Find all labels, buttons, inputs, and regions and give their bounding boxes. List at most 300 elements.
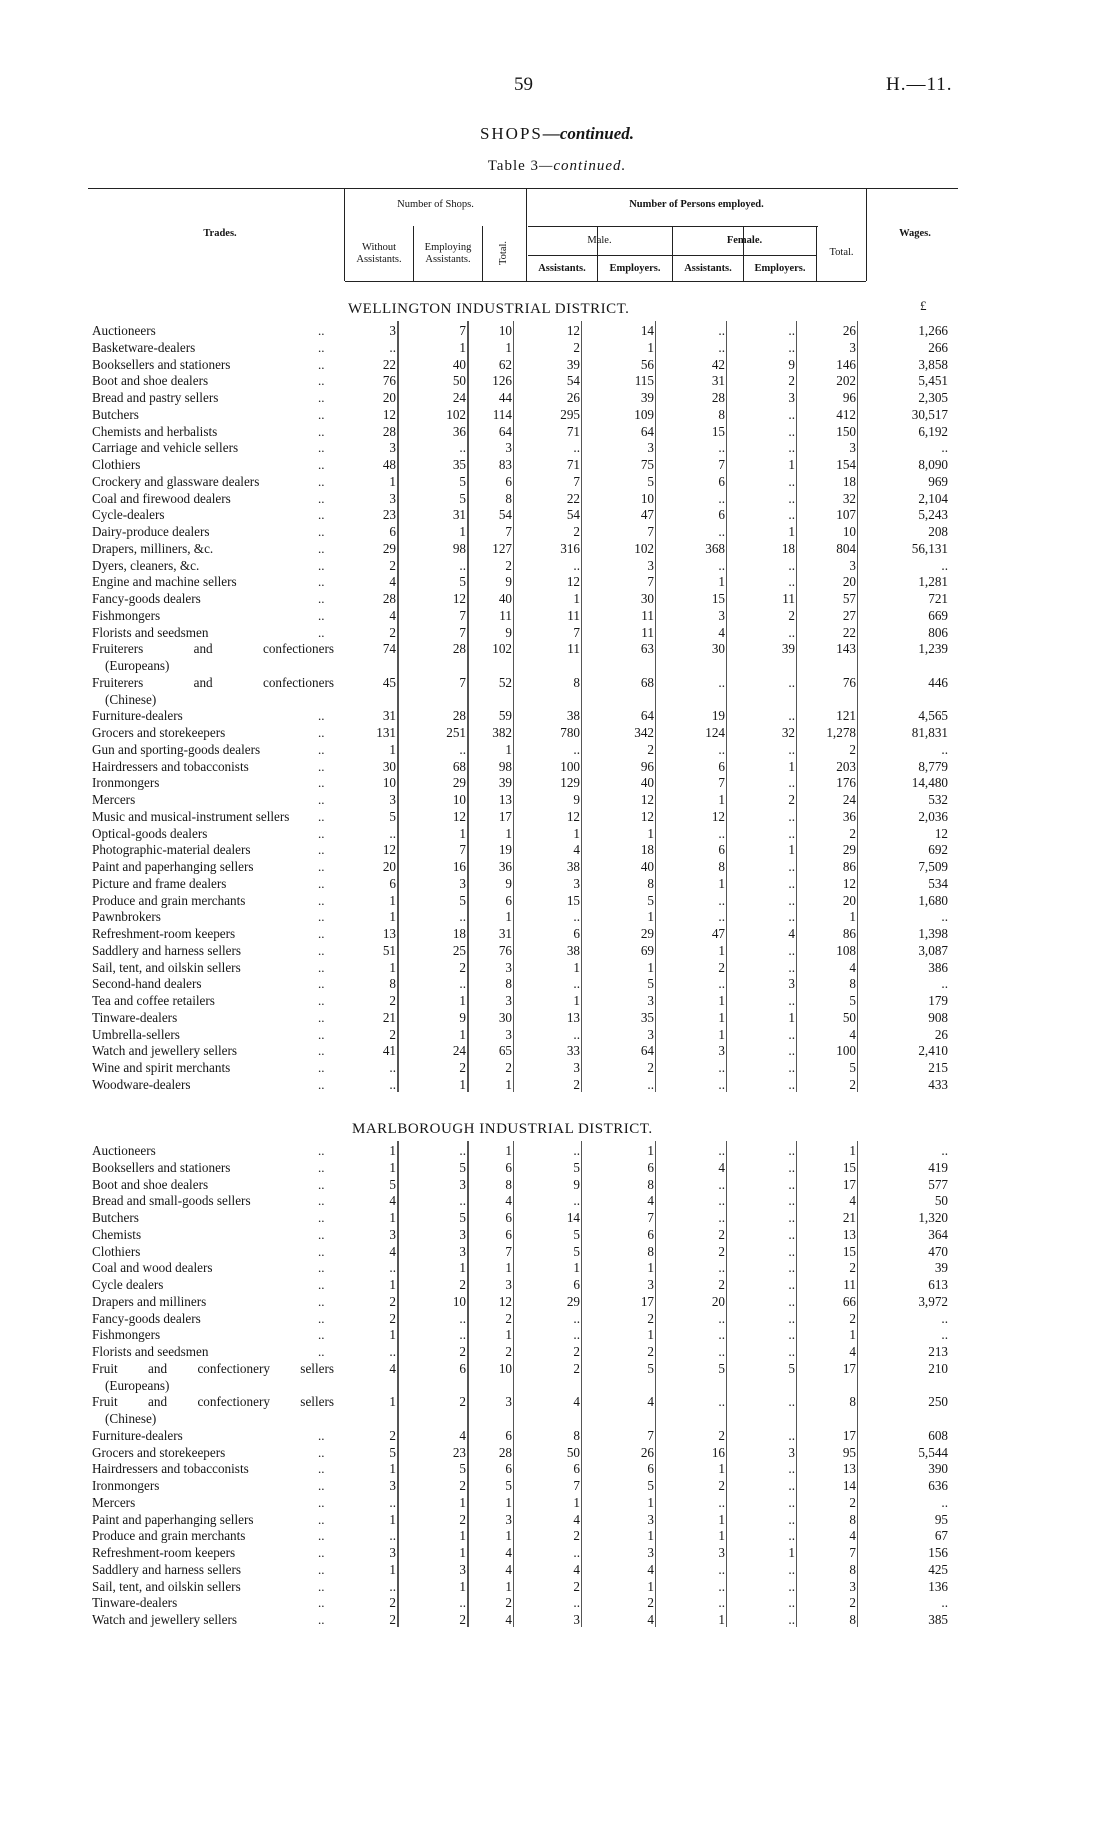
female-employers: 1	[788, 1009, 795, 1025]
male-assistants: 1	[573, 1260, 580, 1276]
leader-dots: ..	[318, 607, 325, 623]
total-persons: 10	[842, 524, 856, 539]
without-assistants: 3	[389, 792, 396, 807]
employing-assistants: 98	[452, 540, 466, 556]
employing-assistants: 3	[459, 1176, 466, 1192]
leader-dots: ..	[318, 1009, 325, 1025]
without-assistants: 1	[389, 1277, 396, 1292]
female-assistants: 30	[711, 641, 725, 657]
employing-assistants: 7	[459, 607, 466, 623]
without-assistants: 4	[389, 574, 396, 590]
header-female-assistants: Assistants.	[684, 263, 732, 274]
column-rule	[397, 321, 399, 1092]
female-assistants: 12	[711, 808, 725, 824]
trade-name: Fruit and confectionery sellers	[92, 1394, 334, 1410]
employing-assistants: 3	[459, 1226, 466, 1242]
female-assistants: 6	[718, 507, 725, 523]
male-employers: 1	[647, 825, 654, 841]
employing-assistants: 31	[452, 507, 466, 523]
female-employers: ..	[788, 808, 795, 824]
total-shops: 9	[505, 624, 512, 640]
male-employers: 68	[640, 674, 654, 690]
title-continued: —continued.	[542, 124, 635, 143]
without-assistants: 22	[382, 356, 396, 372]
female-employers: ..	[788, 859, 795, 874]
male-assistants: 780	[560, 725, 580, 740]
female-assistants: ..	[718, 909, 725, 925]
female-employers: ..	[788, 1260, 795, 1276]
total-persons: 2	[849, 1595, 856, 1611]
male-employers: 2	[647, 1310, 654, 1326]
total-shops: 3	[505, 993, 512, 1008]
trade-name: Wine and spirit merchants	[92, 1060, 231, 1075]
leader-dots: ..	[318, 356, 325, 372]
male-assistants: 54	[566, 373, 580, 389]
leader-dots: ..	[318, 406, 325, 422]
female-assistants: 1	[718, 1528, 725, 1544]
total-persons: 4	[849, 959, 856, 975]
trade-name: Umbrella-sellers	[92, 1026, 180, 1042]
female-employers: 32	[781, 725, 795, 740]
male-assistants: 4	[573, 842, 580, 858]
female-employers: ..	[788, 1277, 795, 1292]
male-employers: ..	[647, 1076, 654, 1092]
female-employers: ..	[788, 1427, 795, 1443]
male-employers: 7	[647, 1210, 654, 1225]
male-employers: 2	[647, 1595, 654, 1611]
total-persons: 86	[842, 926, 856, 941]
employing-assistants: 3	[459, 875, 466, 891]
without-assistants: ..	[389, 339, 396, 355]
wages: 95	[934, 1511, 948, 1527]
total-shops: 8	[505, 976, 512, 992]
wages: 1,398	[918, 926, 948, 941]
female-employers: ..	[788, 1176, 795, 1192]
total-persons: 108	[836, 942, 856, 958]
total-shops: 3	[505, 1026, 512, 1042]
leader-dots: ..	[318, 1612, 325, 1627]
employing-assistants: ..	[459, 741, 466, 757]
header-persons-rule	[528, 226, 818, 227]
wages: 81,831	[911, 725, 948, 740]
leader-dots: ..	[318, 1159, 325, 1175]
female-employers: ..	[788, 1511, 795, 1527]
total-shops: 6	[505, 473, 512, 489]
total-persons: 3	[849, 557, 856, 573]
leader-dots: ..	[318, 557, 325, 573]
total-persons: 32	[842, 490, 856, 506]
female-assistants: 6	[718, 473, 725, 489]
male-assistants: 2	[573, 1360, 580, 1376]
male-employers: 3	[647, 1026, 654, 1042]
wages: 1,266	[918, 323, 948, 338]
trade-name: Boot and shoe dealers	[92, 1176, 209, 1192]
trade-name: Dairy-produce dealers	[92, 524, 210, 539]
employing-assistants: 2	[459, 1612, 466, 1627]
trade-name: Photographic-material dealers	[92, 842, 251, 858]
employing-assistants: 1	[459, 1260, 466, 1276]
total-persons: 4	[849, 1344, 856, 1359]
female-assistants: 1	[718, 875, 725, 891]
wages: 4,565	[918, 708, 948, 724]
trade-name: Drapers and milliners	[92, 1293, 207, 1309]
without-assistants: 1	[389, 959, 396, 975]
female-employers: ..	[788, 1193, 795, 1209]
female-employers: 39	[781, 641, 795, 657]
leader-dots: ..	[318, 1226, 325, 1242]
total-persons: 95	[842, 1444, 856, 1460]
leader-dots: ..	[318, 1260, 325, 1276]
male-employers: 5	[647, 473, 654, 489]
leader-dots: ..	[318, 775, 325, 791]
employing-assistants: 5	[459, 1210, 466, 1225]
female-assistants: ..	[718, 1494, 725, 1510]
trade-name: Music and musical-instrument sellers	[92, 808, 290, 824]
male-employers: 8	[647, 1243, 654, 1259]
employing-assistants: 12	[452, 591, 466, 606]
wages: 5,243	[918, 507, 948, 523]
male-employers: 3	[647, 440, 654, 456]
male-employers: 6	[647, 1159, 654, 1175]
female-assistants: 15	[711, 591, 725, 606]
female-assistants: 4	[718, 624, 725, 640]
trade-name: Fruiterers and confectioners	[92, 641, 334, 657]
wages: 721	[928, 591, 948, 606]
employing-assistants: 1	[459, 1076, 466, 1092]
female-employers: ..	[788, 1528, 795, 1544]
leader-dots: ..	[318, 909, 325, 925]
trade-name: Cycle-dealers	[92, 507, 165, 523]
male-employers: 2	[647, 1344, 654, 1359]
trade-name: Sail, tent, and oilskin sellers	[92, 1578, 241, 1594]
trade-name: Tea and coffee retailers	[92, 993, 215, 1008]
column-rule	[857, 1141, 858, 1627]
trade-name: Clothiers	[92, 457, 141, 472]
female-assistants: 16	[711, 1444, 725, 1460]
wages: ..	[941, 440, 948, 456]
leader-dots: ..	[318, 1595, 325, 1611]
without-assistants: 2	[389, 557, 396, 573]
male-assistants: 38	[566, 859, 580, 874]
female-employers: ..	[788, 1243, 795, 1259]
female-employers: ..	[788, 875, 795, 891]
male-assistants: 14	[566, 1210, 580, 1225]
leader-dots: ..	[318, 490, 325, 506]
wages: ..	[941, 1143, 948, 1158]
female-employers: ..	[788, 339, 795, 355]
leader-dots: ..	[318, 440, 325, 456]
total-persons: 176	[836, 775, 856, 791]
trade-name: Grocers and storekeepers	[92, 1444, 226, 1460]
female-employers: 3	[788, 1444, 795, 1460]
male-employers: 14	[640, 323, 654, 338]
male-assistants: 1	[573, 591, 580, 606]
wages: 532	[928, 792, 948, 807]
male-assistants: 71	[566, 423, 580, 439]
female-assistants: ..	[718, 1176, 725, 1192]
leader-dots: ..	[318, 574, 325, 590]
male-assistants: 11	[567, 641, 580, 657]
female-assistants: ..	[718, 1595, 725, 1611]
total-persons: 203	[836, 758, 856, 774]
male-employers: 8	[647, 1176, 654, 1192]
total-persons: 8	[849, 1561, 856, 1577]
total-shops: 28	[498, 1444, 512, 1460]
male-assistants: 1	[573, 1494, 580, 1510]
male-employers: 3	[647, 1545, 654, 1560]
header-shops-group: Number of Shops.	[397, 199, 474, 210]
total-shops: 6	[505, 1210, 512, 1225]
total-shops: 3	[505, 1277, 512, 1292]
employing-assistants: 2	[459, 1060, 466, 1075]
female-assistants: ..	[718, 1076, 725, 1092]
female-assistants: ..	[718, 741, 725, 757]
trade-name: Second-hand dealers	[92, 976, 202, 992]
total-persons: 36	[842, 808, 856, 824]
total-shops: 17	[498, 808, 512, 824]
male-employers: 115	[634, 373, 654, 389]
male-assistants: ..	[573, 1327, 580, 1343]
employing-assistants: 251	[446, 725, 466, 740]
female-assistants: 1	[718, 1026, 725, 1042]
without-assistants: 4	[389, 1193, 396, 1209]
total-persons: 1,278	[826, 725, 856, 740]
female-employers: ..	[788, 1159, 795, 1175]
female-employers: ..	[788, 1612, 795, 1627]
trade-name-continued: (Europeans)	[105, 1377, 170, 1393]
trade-name: Ironmongers	[92, 1478, 160, 1493]
employing-assistants: 2	[459, 959, 466, 975]
male-assistants: 9	[573, 792, 580, 807]
trade-name: Mercers	[92, 1494, 136, 1510]
male-assistants: 5	[573, 1159, 580, 1175]
total-persons: 13	[842, 1461, 856, 1477]
total-shops: 1	[505, 1494, 512, 1510]
trade-name: Engine and machine sellers	[92, 574, 237, 590]
wages: 534	[928, 875, 948, 891]
male-employers: 5	[647, 892, 654, 908]
without-assistants: 1	[389, 909, 396, 925]
wages: 266	[928, 339, 948, 355]
leader-dots: ..	[318, 1243, 325, 1259]
employing-assistants: 2	[459, 1394, 466, 1410]
male-assistants: 50	[566, 1444, 580, 1460]
female-assistants: 28	[711, 390, 725, 405]
without-assistants: 29	[382, 540, 396, 556]
female-assistants: 1	[718, 993, 725, 1008]
male-employers: 1	[647, 1578, 654, 1594]
female-employers: 1	[788, 758, 795, 774]
wages: 419	[928, 1159, 948, 1175]
female-assistants: ..	[718, 1210, 725, 1225]
employing-assistants: 7	[459, 624, 466, 640]
total-shops: 4	[505, 1545, 512, 1560]
female-assistants: ..	[718, 674, 725, 690]
wages: 1,281	[918, 574, 948, 590]
male-assistants: 2	[573, 339, 580, 355]
wages: 425	[928, 1561, 948, 1577]
employing-assistants: 2	[459, 1511, 466, 1527]
wages: 669	[928, 607, 948, 623]
leader-dots: ..	[318, 473, 325, 489]
without-assistants: ..	[389, 1260, 396, 1276]
without-assistants: 5	[389, 808, 396, 824]
female-assistants: 2	[718, 959, 725, 975]
female-assistants: ..	[718, 1578, 725, 1594]
trade-name: Fruiterers and confectioners	[92, 674, 334, 690]
female-assistants: ..	[718, 440, 725, 456]
column-rule	[655, 1141, 656, 1627]
male-employers: 69	[640, 942, 654, 958]
without-assistants: 20	[382, 390, 396, 405]
without-assistants: 74	[382, 641, 396, 657]
column-rule	[581, 1141, 582, 1627]
total-shops: 5	[505, 1478, 512, 1493]
male-assistants: 5	[573, 1243, 580, 1259]
header-male-employers: Employers.	[609, 263, 661, 274]
total-shops: 1	[505, 1143, 512, 1158]
total-shops: 65	[498, 1043, 512, 1059]
trade-name: Fancy-goods dealers	[92, 1310, 201, 1326]
without-assistants: 28	[382, 423, 396, 439]
total-persons: 8	[849, 1511, 856, 1527]
employing-assistants: ..	[459, 1310, 466, 1326]
male-assistants: 4	[573, 1394, 580, 1410]
without-assistants: 31	[382, 708, 396, 724]
employing-assistants: 5	[459, 892, 466, 908]
total-shops: 13	[498, 792, 512, 807]
male-assistants: 8	[573, 674, 580, 690]
header-trades: Trades.	[203, 228, 237, 239]
male-assistants: 2	[573, 1528, 580, 1544]
total-persons: 17	[842, 1176, 856, 1192]
male-assistants: 6	[573, 926, 580, 941]
male-employers: 6	[647, 1461, 654, 1477]
total-shops: 114	[492, 406, 512, 422]
total-shops: 12	[498, 1293, 512, 1309]
without-assistants: 21	[382, 1009, 396, 1025]
leader-dots: ..	[318, 1511, 325, 1527]
employing-assistants: ..	[459, 1595, 466, 1611]
without-assistants: 1	[389, 1511, 396, 1527]
male-assistants: 33	[566, 1043, 580, 1059]
without-assistants: 1	[389, 473, 396, 489]
total-persons: 5	[849, 993, 856, 1008]
without-assistants: 2	[389, 1026, 396, 1042]
employing-assistants: 102	[446, 406, 466, 422]
employing-assistants: ..	[459, 557, 466, 573]
total-persons: 154	[836, 457, 856, 472]
wages: 50	[934, 1193, 948, 1209]
male-employers: 18	[640, 842, 654, 858]
leader-dots: ..	[318, 1310, 325, 1326]
male-assistants: 9	[573, 1176, 580, 1192]
female-employers: ..	[788, 1026, 795, 1042]
total-shops: 31	[498, 926, 512, 941]
female-assistants: ..	[718, 1561, 725, 1577]
female-employers: ..	[788, 1344, 795, 1359]
female-employers: ..	[788, 942, 795, 958]
without-assistants: 30	[382, 758, 396, 774]
employing-assistants: 35	[452, 457, 466, 472]
male-employers: 342	[634, 725, 654, 740]
total-shops: 1	[505, 741, 512, 757]
pound-sign: £	[920, 298, 927, 313]
trade-name: Florists and seedsmen	[92, 624, 209, 640]
header-divider	[482, 226, 483, 281]
male-assistants: 38	[566, 708, 580, 724]
total-shops: 382	[492, 725, 512, 740]
total-persons: 96	[842, 390, 856, 405]
without-assistants: ..	[389, 1344, 396, 1359]
female-assistants: 42	[711, 356, 725, 372]
female-assistants: 8	[718, 406, 725, 422]
total-persons: 2	[849, 1076, 856, 1092]
without-assistants: 1	[389, 1394, 396, 1410]
trade-name: Tinware-dealers	[92, 1595, 178, 1611]
without-assistants: ..	[389, 1076, 396, 1092]
without-assistants: 2	[389, 624, 396, 640]
male-assistants: 4	[573, 1561, 580, 1577]
employing-assistants: 7	[459, 674, 466, 690]
male-assistants: 295	[560, 406, 580, 422]
female-employers: ..	[788, 775, 795, 791]
without-assistants: ..	[389, 1578, 396, 1594]
male-assistants: ..	[573, 741, 580, 757]
total-shops: 1	[505, 1076, 512, 1092]
female-assistants: ..	[718, 892, 725, 908]
trade-name: Carriage and vehicle sellers	[92, 440, 239, 456]
without-assistants: 8	[389, 976, 396, 992]
column-rule	[857, 321, 858, 1092]
male-assistants: 3	[573, 875, 580, 891]
male-assistants: 2	[573, 524, 580, 539]
trade-name: Coal and firewood dealers	[92, 490, 231, 506]
total-shops: 7	[505, 524, 512, 539]
male-employers: 4	[647, 1612, 654, 1627]
leader-dots: ..	[318, 842, 325, 858]
male-employers: 5	[647, 1360, 654, 1376]
total-persons: 100	[836, 1043, 856, 1059]
total-persons: 27	[842, 607, 856, 623]
female-employers: ..	[788, 1076, 795, 1092]
female-employers: ..	[788, 507, 795, 523]
table-label: Table 3	[487, 158, 540, 174]
male-assistants: 5	[573, 1226, 580, 1242]
without-assistants: 41	[382, 1043, 396, 1059]
without-assistants: 51	[382, 942, 396, 958]
wages: 433	[928, 1076, 948, 1092]
wages: ..	[941, 909, 948, 925]
female-employers: 1	[788, 524, 795, 539]
total-shops: 3	[505, 959, 512, 975]
female-employers: ..	[788, 1293, 795, 1309]
wages: 2,410	[918, 1043, 948, 1059]
wages: ..	[941, 1595, 948, 1611]
header-female: Female.	[726, 235, 763, 246]
without-assistants: 28	[382, 591, 396, 606]
female-employers: ..	[788, 1461, 795, 1477]
male-employers: 1	[647, 1260, 654, 1276]
column-rule	[467, 1141, 469, 1627]
total-persons: 8	[849, 1612, 856, 1627]
male-assistants: 13	[566, 1009, 580, 1025]
total-persons: 11	[843, 1277, 856, 1292]
total-shops: 30	[498, 1009, 512, 1025]
employing-assistants: 23	[452, 1444, 466, 1460]
without-assistants: 2	[389, 1310, 396, 1326]
wages: 608	[928, 1427, 948, 1443]
